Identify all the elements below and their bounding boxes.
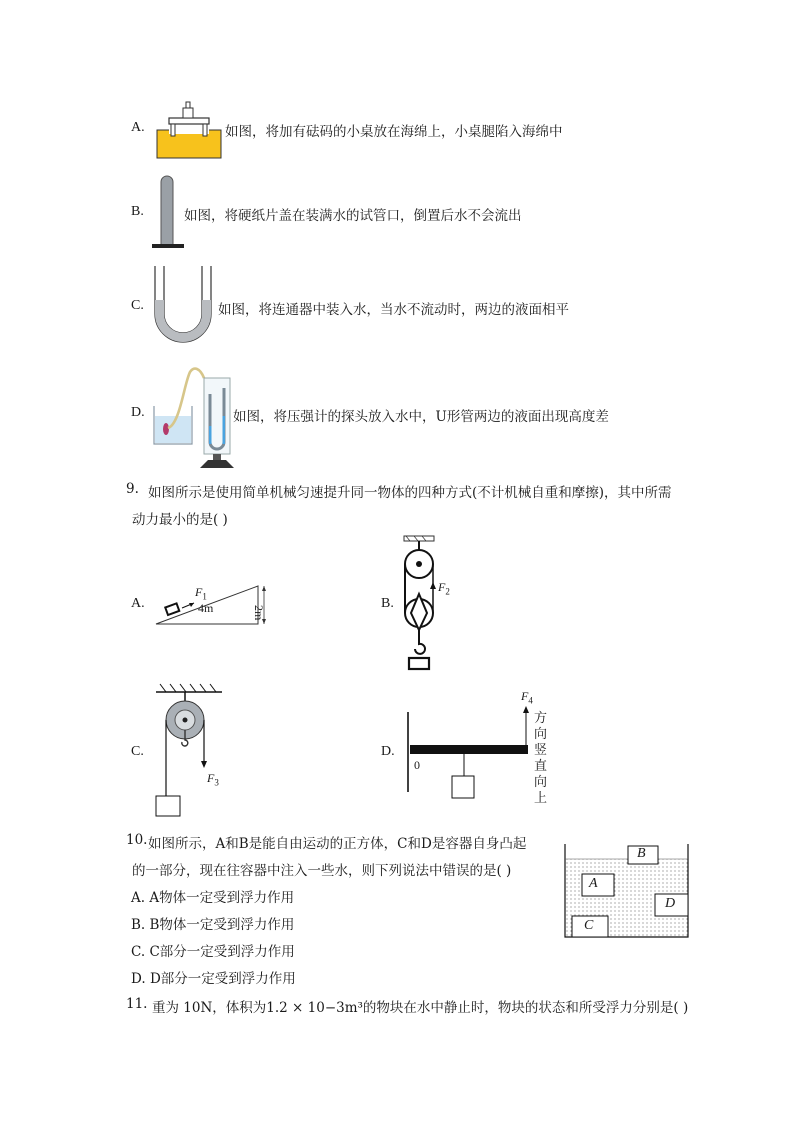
q11-number: 11.: [126, 996, 148, 1012]
q9-a-force-label: $F_1$: [195, 585, 207, 602]
q9-option-b-letter: B.: [381, 596, 394, 611]
direction-char: 竖: [534, 743, 548, 758]
q11-stem: 重为 10N，体积为1.2 × 10−3m³的物块在水中静止时，物块的状态和所受浮力分别是( ): [152, 1000, 689, 1016]
pressure-gauge-figure: [150, 364, 236, 468]
q10-stem-line1: 如图所示，A和B是能自由运动的正方体，C和D是容器自身凸起: [148, 836, 527, 852]
q8-option-d-letter: D.: [131, 405, 145, 420]
q10-option-b: B. B物体一定受到浮力作用: [131, 917, 295, 933]
q10-option-d: D. D部分一定受到浮力作用: [131, 971, 296, 987]
q8-option-a-letter: A.: [131, 120, 145, 135]
q8-option-a-text: 如图，将加有砝码的小桌放在海绵上，小桌腿陷入海绵中: [225, 124, 563, 140]
q8-option-b-text: 如图，将硬纸片盖在装满水的试管口，倒置后水不会流出: [184, 208, 522, 224]
pulley-block-figure: [398, 534, 448, 674]
q10-option-c: C. C部分一定受到浮力作用: [131, 944, 295, 960]
q9-option-a-letter: A.: [131, 596, 145, 611]
q10-fig-label-d: D: [665, 896, 676, 911]
q10-fig-label-c: C: [584, 918, 594, 933]
q9-d-force-label: $F_4$: [521, 689, 533, 706]
q8-option-b-letter: B.: [131, 204, 144, 219]
q9-a-length-label: 4m: [198, 601, 214, 615]
q9-stem-line1: 如图所示是使用简单机械匀速提升同一物体的四种方式(不计机械自重和摩擦)，其中所需: [148, 485, 672, 501]
q10-fig-label-a: A: [589, 876, 598, 891]
q10-option-a: A. A物体一定受到浮力作用: [131, 890, 295, 906]
q8-option-d-text: 如图，将压强计的探头放入水中，U形管两边的液面出现高度差: [233, 409, 609, 425]
q9-stem-line2: 动力最小的是( ): [132, 512, 228, 528]
u-tube-figure: [150, 264, 216, 350]
lever-figure: [404, 700, 534, 800]
q8-option-c-text: 如图，将连通器中装入水，当水不流动时，两边的液面相平: [218, 302, 569, 318]
direction-char: 方: [534, 711, 548, 726]
q10-fig-label-b: B: [637, 846, 646, 861]
q9-number: 9.: [126, 481, 139, 497]
direction-char: 向: [534, 727, 548, 742]
direction-char: 直: [534, 759, 548, 774]
q10-number: 10.: [126, 832, 148, 848]
q9-option-c-letter: C.: [131, 744, 144, 759]
q9-c-force-label: $F_3$: [207, 771, 219, 788]
test-tube-figure: [150, 172, 186, 252]
fixed-pulley-figure: [150, 684, 230, 820]
q10-stem-line2: 的一部分，现在往容器中注入一些水，则下列说法中错误的是( ): [132, 863, 512, 879]
container-figure: [562, 842, 692, 942]
direction-char: 上: [534, 791, 548, 806]
q9-option-d-letter: D.: [381, 744, 395, 759]
q9-d-pivot-label: 0: [414, 758, 420, 772]
q9-b-force-label: $F_2$: [438, 580, 450, 597]
direction-char: 向: [534, 775, 548, 790]
sponge-table-figure: [155, 98, 225, 160]
q9-d-direction-note: [534, 711, 548, 807]
q9-a-height-label: 2m: [252, 605, 266, 621]
q8-option-c-letter: C.: [131, 298, 144, 313]
